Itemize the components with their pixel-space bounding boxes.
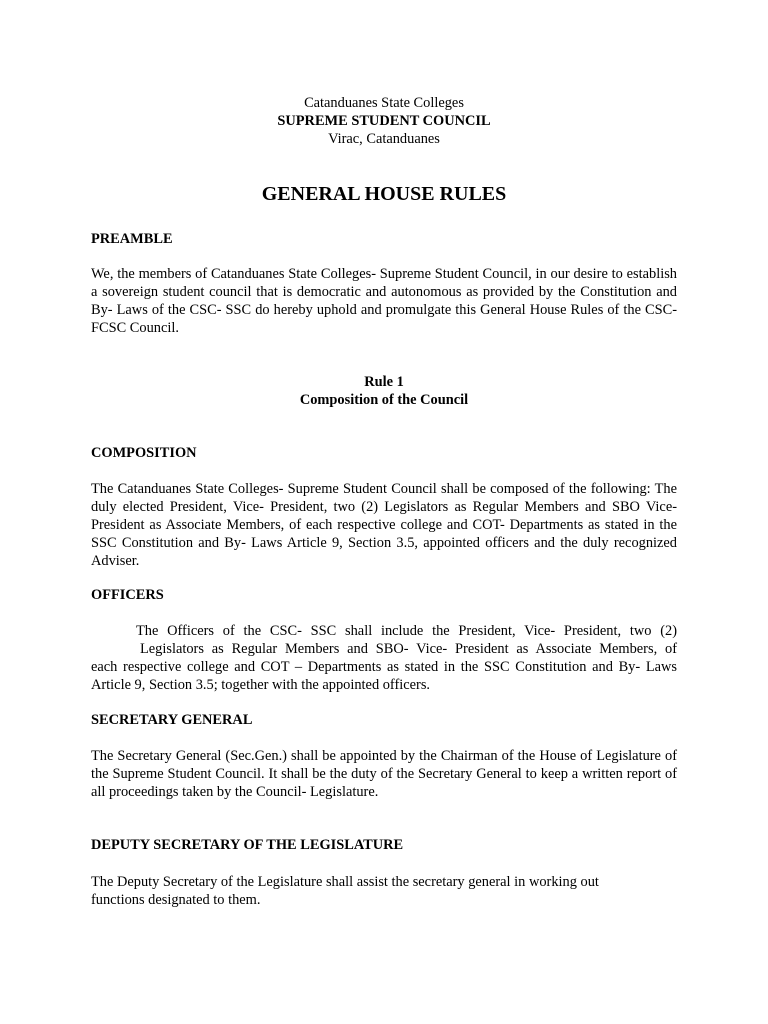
deputy-secretary-text (91, 873, 677, 909)
officers-line-2: Legislators as Regular Members and SBO- Vice- President as Associate Members, of (140, 641, 677, 657)
officers-text (91, 622, 677, 694)
location: Virac, Catanduanes (328, 131, 440, 147)
rule-title: Composition of the Council (299, 392, 469, 408)
preamble-text: We, the members of Catanduanes State Colleges- Supreme Student Council, in our desire to establish a sovereign student council that is democratic and autonomous as provided by the Constitution and By- Laws of the CSC- SSC do hereby uphold and promulgate this General House Rules of the CSC- FCSC Council. (91, 266, 677, 336)
secretary-general-heading: SECRETARY GENERAL (91, 712, 253, 728)
officers-heading: OFFICERS (91, 587, 164, 603)
institution-name: Catanduanes State Colleges (304, 95, 464, 111)
composition-text: The Catanduanes State Colleges- Supreme Student Council shall be composed of the following: The duly elected President, Vice- President, two (2) Legislators as Regular Members and SBO Vice- President as Associate Members, of each respective college and COT- Departments as stated in the SSC Constitution and By- Laws Article 9, Section 3.5, appointed officers and the duly recognized Adviser. (91, 481, 677, 569)
deputy-secretary-heading: DEPUTY SECRETARY OF THE LEGISLATURE (91, 837, 404, 853)
preamble-heading: PREAMBLE (91, 231, 173, 247)
deputy-secretary-line-1: The Deputy Secretary of the Legislature shall assist the secretary general in working out (91, 874, 599, 890)
composition-heading: COMPOSITION (91, 445, 197, 461)
deputy-secretary-line-2: functions designated to them. (91, 892, 261, 908)
secretary-general-text: The Secretary General (Sec.Gen.) shall be appointed by the Chairman of the House of Legislature of the Supreme Student Council. It shall be the duty of the Secretary General to keep a written report of all proceedings taken by the Council- Legislature. (91, 748, 677, 800)
officers-rest: each respective college and COT – Departments as stated in the SSC Constitution and By- Laws Article 9, Section 3.5; together with the appointed officers. (91, 659, 677, 693)
rule-number: Rule 1 (364, 374, 404, 390)
officers-line-1: The Officers of the CSC- SSC shall include the President, Vice- President, two (2) (136, 623, 677, 639)
document-title: GENERAL HOUSE RULES (261, 183, 507, 205)
council-name: SUPREME STUDENT COUNCIL (277, 113, 491, 129)
rule-heading (91, 373, 677, 409)
letterhead (91, 94, 677, 148)
